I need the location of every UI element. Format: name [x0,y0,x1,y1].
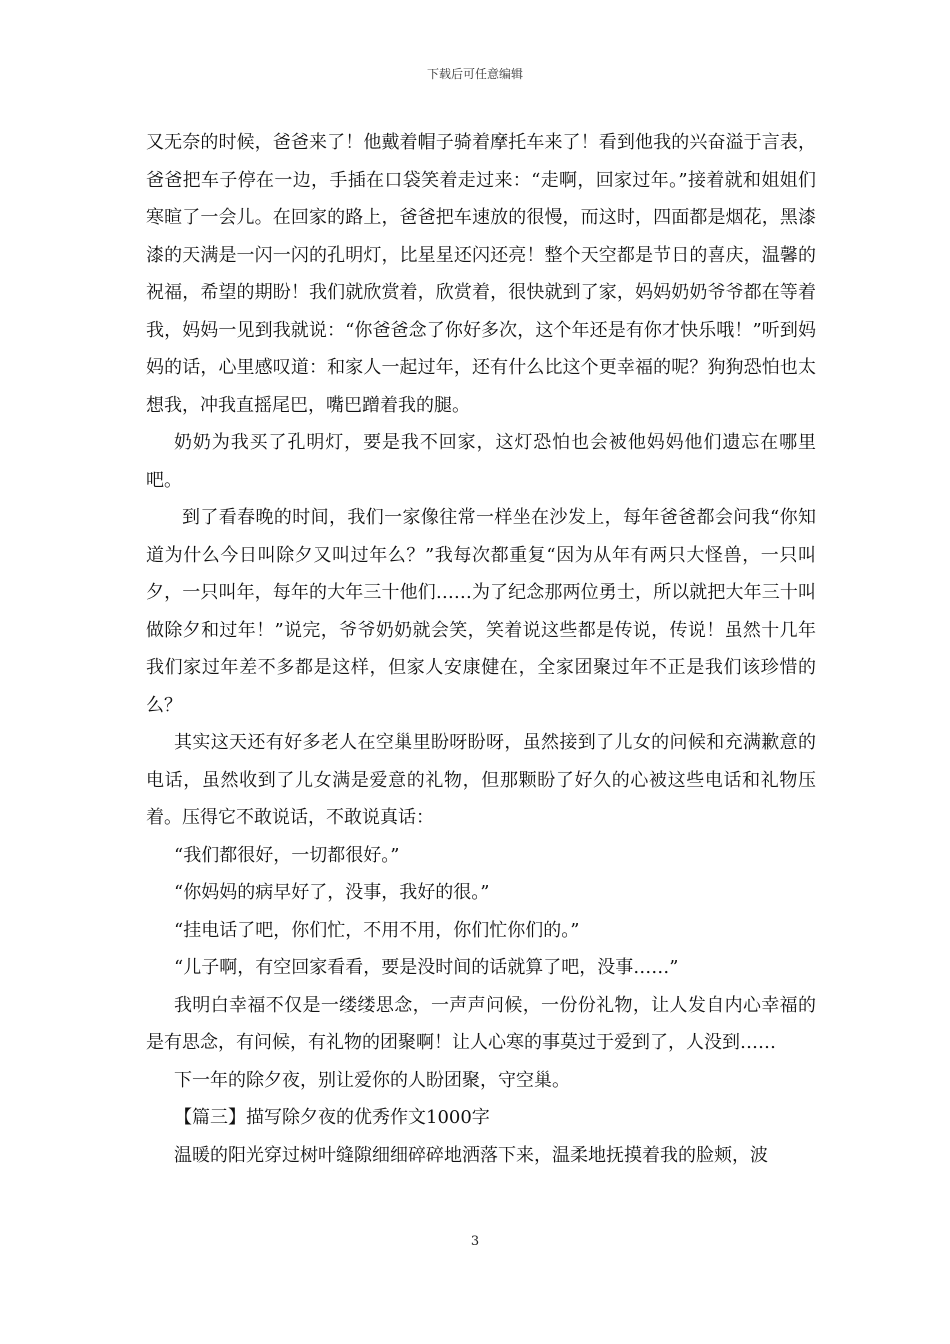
paragraph-3: 到了看春晚的时间，我们一家像往常一样坐在沙发上，每年爸爸都会问我“你知道为什么今日叫除夕又叫过年么？”我每次都重复“因为从年有两只大怪兽，一只叫夕，一只叫年，每年的大年三十他们……为了纪念那两位勇士，所以就把大年三十叫做除夕和过年！”说完，爷爷奶奶就会笑，笑着说这些都是传说，传说！虽然十几年我们家过年差不多都是这样，但家人安康健在，全家团聚过年不正是我们该珍惜的么？ [146,507,816,716]
paragraph-5: 我明白幸福不仅是一缕缕思念，一声声问候，一份份礼物，让人发自内心幸福的是有思念，有问候，有礼物的团聚啊！让人心寒的事莫过于爱到了，人没到…… [146,994,816,1053]
paragraph-7: 温暖的阳光穿过树叶缝隙细细碎碎地洒落下来，温柔地抚摸着我的脸颊，波 [174,1144,768,1166]
paragraph-4: 其实这天还有好多老人在空巢里盼呀盼呀，虽然接到了儿女的问候和充满歉意的电话，虽然收到了儿女满是爱意的礼物，但那颗盼了好久的心被这些电话和礼物压着。压得它不敢说话，不敢说真话： [146,732,816,828]
quote-line-4: “儿子啊，有空回家看看，要是没时间的话就算了吧，没事……” [174,957,679,978]
paragraph-6: 下一年的除夕夜，别让爱你的人盼团聚，守空巢。 [174,1069,570,1091]
quote-line-1: “我们都很好，一切都很好。” [174,844,400,866]
page-header: 下载后可任意编辑 [426,67,523,81]
paragraph-1: 又无奈的时候，爸爸来了！他戴着帽子骑着摩托车来了！看到他我的兴奋溢于言表，爸爸把车子停在一边，手插在口袋笑着走过来：“走啊，回家过年。”接着就和姐姐们寒暄了一会儿。在回家的路上，爸爸把车速放的很慢，而这时，四面都是烟花，黑漆漆的天满是一闪一闪的孔明灯，比星星还闪还亮！整个天空都是节日的喜庆，温馨的祝福，希望的期盼！我们就欣赏着，欣赏着，很快就到了家，妈妈奶奶爷爷都在等着我，妈妈一见到我就说：“你爸爸念了你好多次，这个年还是有你才快乐哦！”听到妈妈的话，心里感叹道：和家人一起过年，还有什么比这个更幸福的呢？狗狗恐怕也太想我，冲我直摇尾巴，嘴巴蹭着我的腿。 [146,132,816,416]
body-text [146,124,816,1174]
paragraph-2: 奶奶为我买了孔明灯，要是我不回家，这灯恐怕也会被他妈妈他们遗忘在哪里吧。 [146,432,816,491]
section-heading: 【篇三】描写除夕夜的优秀作文1000字 [174,1107,490,1128]
page-number: 3 [470,1234,480,1249]
quote-line-3: “挂电话了吧，你们忙，不用不用，你们忙你们的。” [174,919,580,941]
quote-line-2: “你妈妈的病早好了，没事，我好的很。” [174,882,490,903]
